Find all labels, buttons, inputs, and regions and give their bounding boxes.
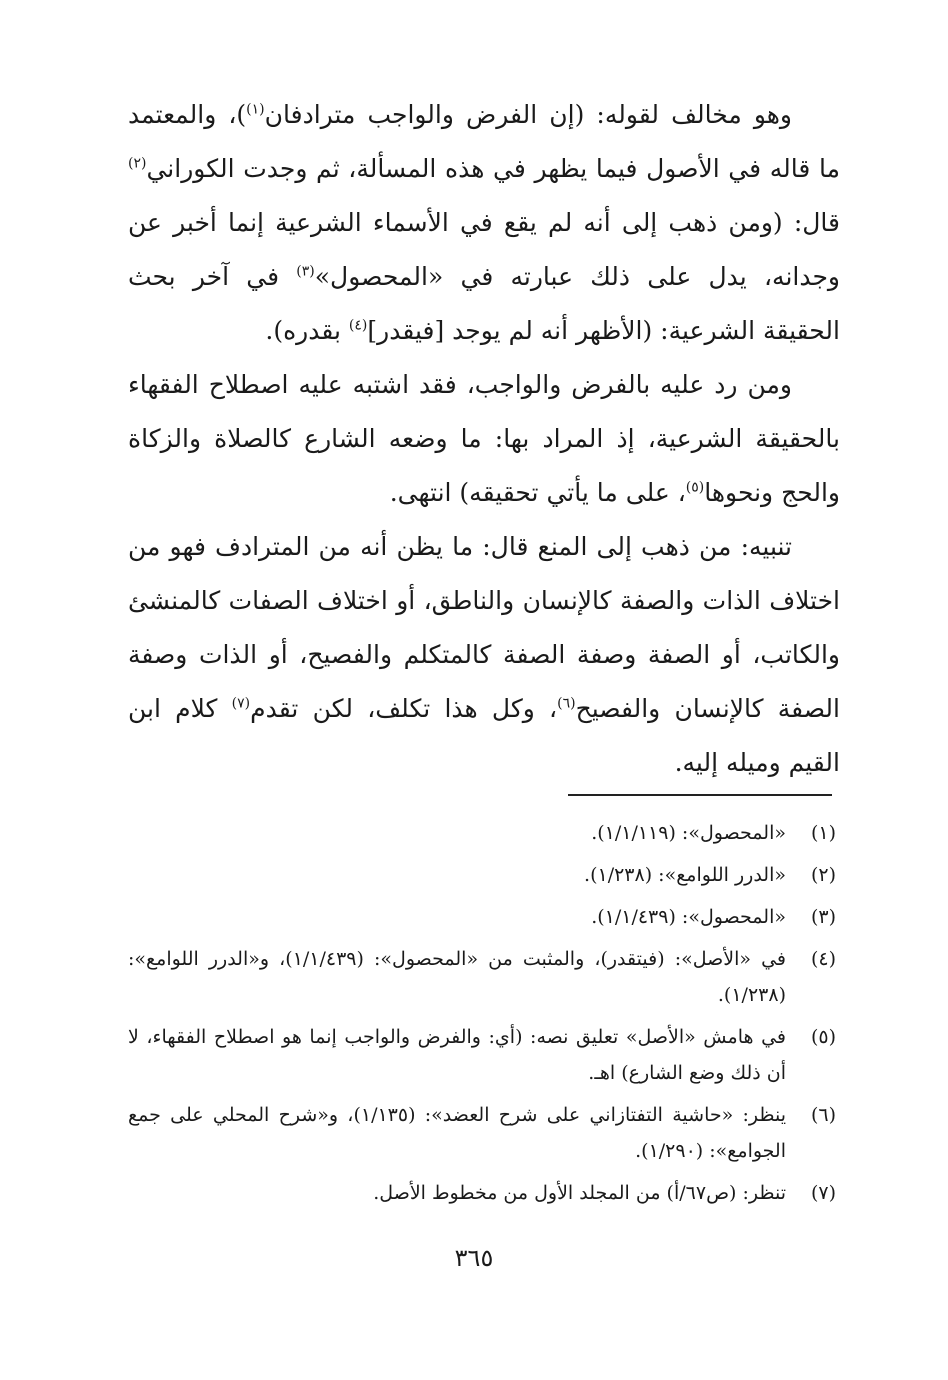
paragraph-1-part-a: وهو مخالف لقوله: (إن الفرض والواجب مترادفان	[264, 100, 793, 129]
main-text	[128, 88, 840, 790]
footnote-2	[128, 857, 840, 893]
page-number: ٣٦٥	[454, 1244, 494, 1272]
paragraph-3-part-a: تنبيه: من ذهب إلى المنع قال: ما يظن أنه من المترادف فهو من اختلاف الذات والصفة كالإنسان والناطق، أو اختلاف الصفات كالمنشئ والكاتب، أو الصفة وصفة الصفة كالمتكلم والفصيح، أو الذات وصفة الصفة كالإنسان والفصيح	[128, 532, 840, 723]
footnote-separator	[568, 794, 832, 796]
paragraph-2	[128, 358, 840, 520]
footnote-number: (٣)	[810, 906, 836, 928]
paragraph-1-part-b: )، والمعتمد ما قاله في الأصول فيما يظهر في هذه المسألة، ثم وجدت الكوراني	[128, 100, 840, 183]
paragraph-1-part-d: في آخر بحث الحقيقة الشرعية: (الأظهر أنه لم يوجد [فيقدر]	[128, 262, 840, 345]
footnote-number: (٦)	[810, 1104, 836, 1126]
footnote-1	[128, 815, 840, 851]
footnote-text: «المحصول»: (١/١/٤٣٩).	[591, 906, 786, 928]
footnote-number: (٥)	[810, 1026, 836, 1048]
footnote-number: (٤)	[810, 948, 836, 970]
footnote-ref-6[interactable]: (٦)	[557, 695, 576, 712]
footnote-7	[128, 1175, 840, 1211]
footnote-6	[128, 1097, 840, 1169]
footnote-text: ينظر: «حاشية التفتازاني على شرح العضد»: (١/١٣٥)، و«شرح المحلي على جمع الجوامع»: (١/٢٩٠).	[128, 1104, 786, 1162]
paragraph-2-part-a: ومن رد عليه بالفرض والواجب، فقد اشتبه عليه اصطلاح الفقهاء بالحقيقة الشرعية، إذ المراد بها: ما وضعه الشارع كالصلاة والزكاة والحج ونحوها	[128, 370, 840, 507]
footnote-text: تنظر: (ص٦٧/أ) من المجلد الأول من مخطوط الأصل.	[373, 1182, 786, 1204]
footnotes-list	[128, 815, 840, 1217]
paragraph-1-part-e: بقدره).	[265, 316, 349, 345]
paragraph-3-part-c: كلام ابن القيم وميله إليه.	[128, 694, 840, 777]
footnote-ref-3[interactable]: (٣)	[296, 263, 315, 280]
footnote-ref-1[interactable]: (١)	[246, 101, 265, 118]
footnote-ref-7[interactable]: (٧)	[231, 695, 251, 712]
footnote-text: في «الأصل»: (فيتقدر)، والمثبت من «المحصول»: (١/١/٤٣٩)، و«الدرر اللوامع»: (١/٢٣٨).	[128, 948, 786, 1006]
footnote-number: (١)	[810, 822, 836, 844]
footnote-ref-2[interactable]: (٢)	[128, 155, 147, 172]
footnote-3	[128, 899, 840, 935]
paragraph-3-part-b: ، وكل هذا تكلف، لكن تقدم	[250, 694, 558, 723]
footnote-number: (٢)	[810, 864, 836, 886]
footnote-5	[128, 1019, 840, 1091]
paragraph-3	[128, 520, 840, 790]
footnote-text: في هامش «الأصل» تعليق نصه: (أي: والفرض والواجب إنما هو اصطلاح الفقهاء، لا أن ذلك وضع الشارع) اهـ.	[128, 1026, 786, 1084]
footnote-ref-4[interactable]: (٤)	[348, 317, 368, 334]
footnote-4	[128, 941, 840, 1013]
footnote-number: (٧)	[810, 1182, 836, 1204]
footnote-text: «الدرر اللوامع»: (١/٢٣٨).	[584, 864, 786, 886]
paragraph-2-part-b: ، على ما يأتي تحقيقه) انتهى.	[389, 478, 686, 507]
footnote-ref-5[interactable]: (٥)	[685, 479, 705, 496]
footnote-text: «المحصول»: (١/١/١١٩).	[591, 822, 786, 844]
paragraph-1	[128, 88, 840, 358]
paragraph-1-part-c: قال: (ومن ذهب إلى أنه لم يقع في الأسماء الشرعية إنما أخبر عن وجدانه، يدل على ذلك عبارته في «المحصول»	[128, 208, 841, 291]
